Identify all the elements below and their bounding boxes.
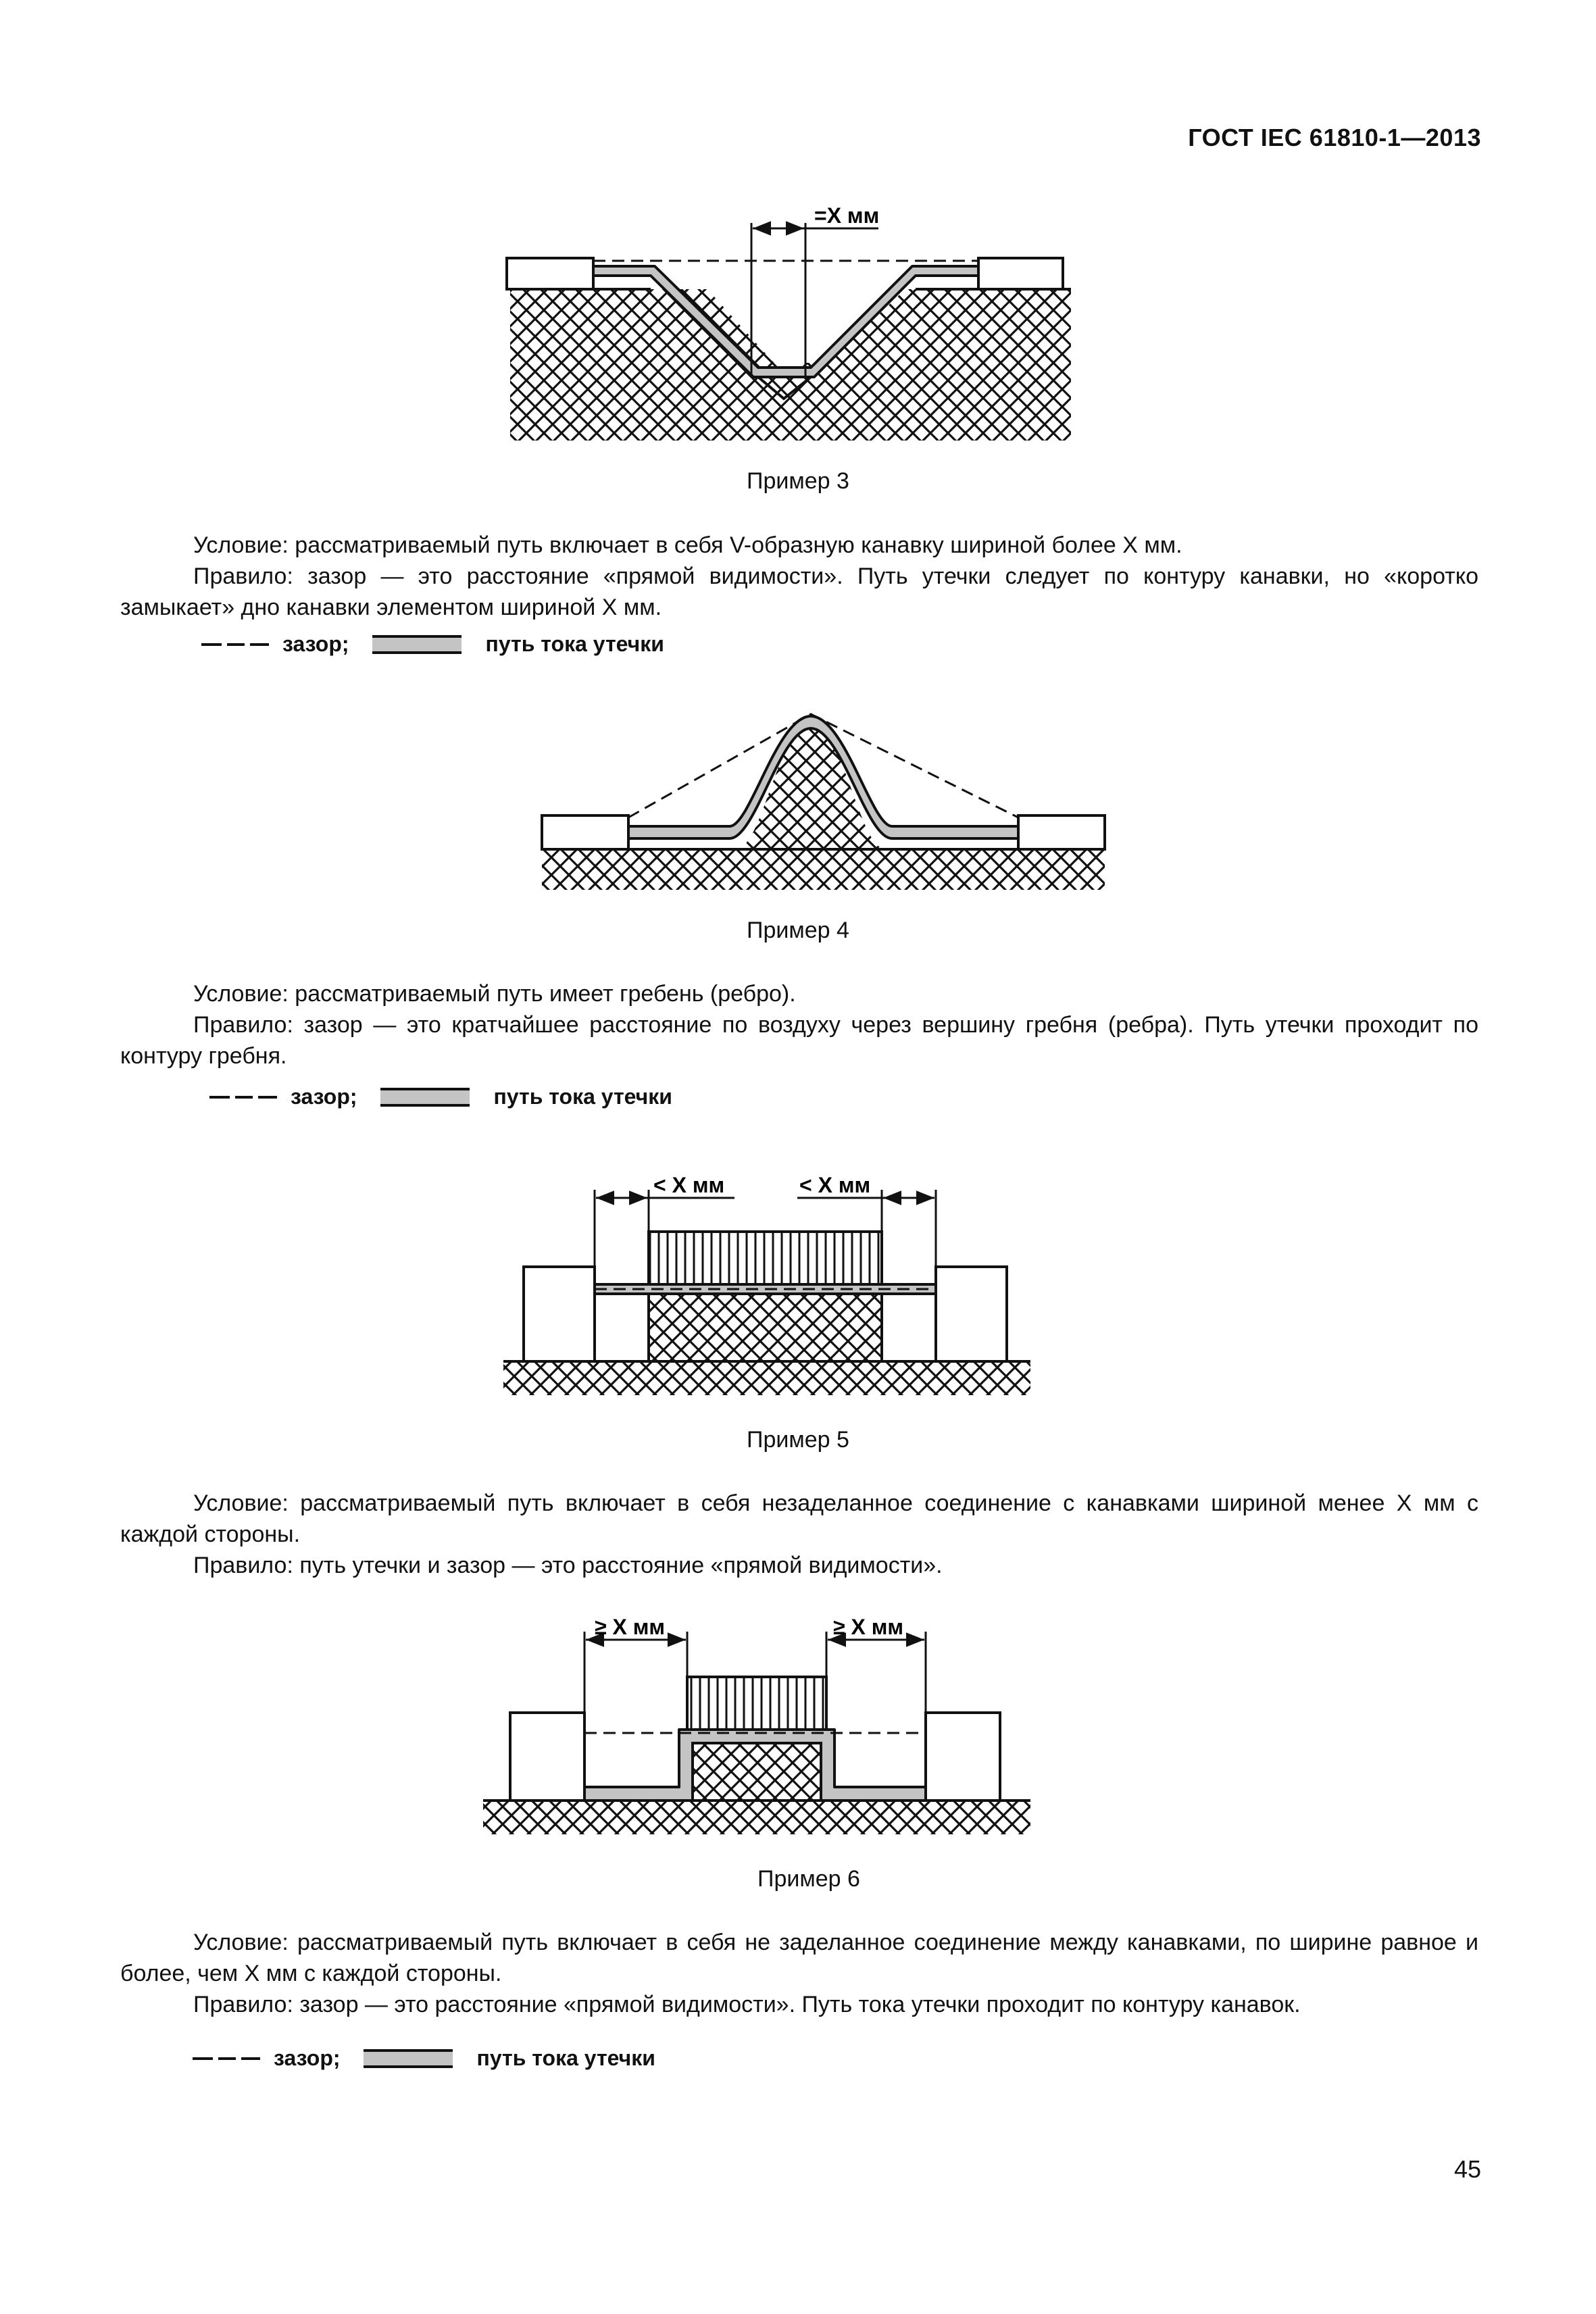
substrate-hatch: [503, 1361, 1030, 1395]
gap-legend-label: зазор;: [274, 2046, 341, 2070]
example-4-condition: Условие: рассматриваемый путь имеет гребень (ребро).: [193, 981, 796, 1007]
substrate-hatch: [542, 726, 1105, 890]
example-4-caption: Пример 4: [747, 917, 849, 943]
document-header: ГОСТ IEC 61810-1—2013: [1188, 124, 1481, 151]
gap-legend-line: [201, 643, 269, 646]
dim-label-right: < X мм: [799, 1173, 871, 1197]
substrate-hatch: [510, 289, 1071, 441]
example-3-rule: Правило: зазор — это расстояние «прямой видимости». Путь утечки следует по контуру канавки, но «коротко замыкает» дно канавки элементом шириной X мм.: [120, 563, 1478, 620]
example-3-text: [120, 530, 1478, 623]
conductor-left: [507, 258, 593, 289]
conductor-left: [542, 815, 628, 849]
example-5-caption: Пример 5: [747, 1427, 849, 1453]
example-4-rule: Правило: зазор — это кратчайшее расстояние по воздуху через вершину гребня (ребра). Путь утечки проходит по контуру гребня.: [120, 1012, 1478, 1069]
page-number: 45: [1453, 2155, 1481, 2183]
example-5-text: [120, 1488, 1478, 1581]
dim-label-left: ≥ X мм: [595, 1615, 666, 1639]
conductor-right: [1018, 815, 1105, 849]
leak-path-legend-swatch: [364, 2049, 453, 2068]
example-5-rule: Правило: путь утечки и зазор — это расстояние «прямой видимости».: [193, 1553, 943, 1578]
conductor-right: [936, 1267, 1007, 1361]
example-4-text: [120, 978, 1478, 1072]
example-3-figure: [500, 196, 1081, 453]
center-block-hatch: [693, 1743, 821, 1801]
leak-path-legend-label: путь тока утечки: [493, 1084, 672, 1109]
conductor-left: [524, 1267, 595, 1361]
example-5-figure: [497, 1165, 1037, 1409]
conductor-right: [926, 1713, 1000, 1801]
dim-label: =X мм: [814, 203, 880, 228]
example-6-caption: Пример 6: [757, 1866, 860, 1892]
center-block-hatch: [649, 1294, 882, 1361]
example-6-rule: Правило: зазор — это расстояние «прямой видимости». Путь тока утечки проходит по контуру канавок.: [193, 1992, 1301, 2017]
gap-legend-line: [193, 2057, 260, 2060]
example-6-figure: [476, 1605, 1037, 1848]
leak-path-legend-label: путь тока утечки: [476, 2046, 655, 2070]
example-4-figure: [534, 699, 1115, 902]
example-6-legend: [193, 2046, 655, 2071]
top-layer: [687, 1677, 826, 1730]
example-3-condition: Условие: рассматриваемый путь включает в себя V-образную канавку шириной более X мм.: [193, 532, 1182, 558]
leak-path-legend-swatch: [380, 1088, 470, 1107]
example-3-caption: Пример 3: [747, 468, 849, 494]
gap-legend-line: [209, 1096, 277, 1099]
top-layer: [649, 1232, 882, 1284]
example-6-condition: Условие: рассматриваемый путь включает в себя не заделанное соединение между канавками, по ширине равное и более, чем X мм с каждой стороны.: [120, 1930, 1478, 1986]
gap-legend-label: зазор;: [282, 632, 349, 656]
conductor-right: [978, 258, 1063, 289]
example-6-text: [120, 1927, 1478, 2020]
substrate-hatch: [483, 1801, 1030, 1834]
example-5-condition: Условие: рассматриваемый путь включает в себя незаделанное соединение с канавками шириной менее X мм с каждой стороны.: [120, 1490, 1478, 1547]
leak-path-legend-label: путь тока утечки: [485, 632, 664, 656]
dim-label-left: < X мм: [653, 1173, 725, 1197]
example-3-legend: [201, 632, 664, 657]
dim-label-right: ≥ X мм: [833, 1615, 904, 1639]
leak-path-legend-swatch: [372, 635, 462, 654]
gap-legend-label: зазор;: [291, 1084, 357, 1109]
example-4-legend: [209, 1084, 672, 1109]
conductor-left: [510, 1713, 584, 1801]
